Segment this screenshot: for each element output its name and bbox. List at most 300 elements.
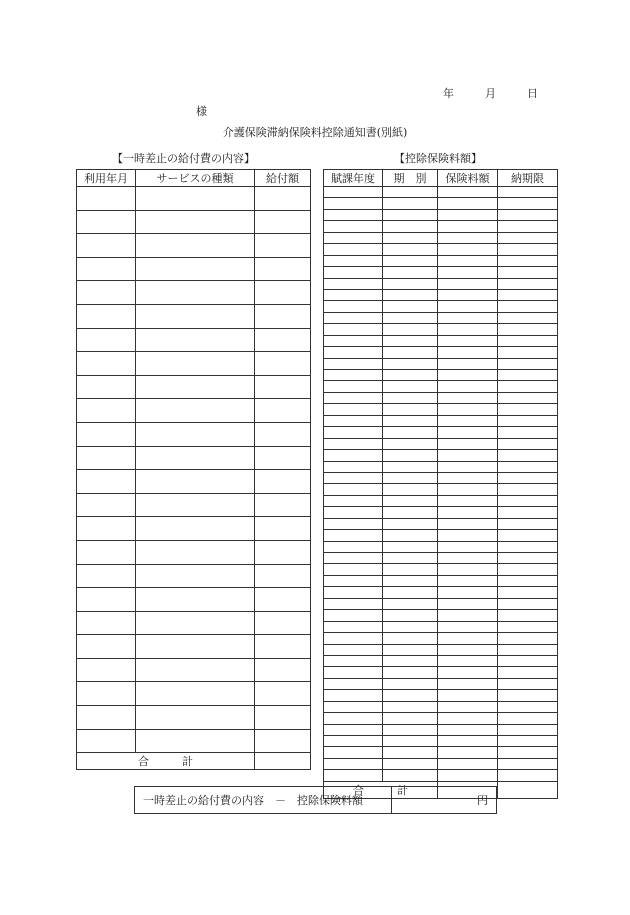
benefit-table-cell[interactable]: [77, 517, 136, 541]
deduction-table-cell[interactable]: [498, 667, 558, 678]
benefit-table-cell[interactable]: [77, 588, 136, 612]
deduction-table-cell[interactable]: [438, 587, 498, 598]
deduction-table-cell[interactable]: [324, 713, 383, 724]
deduction-table-cell[interactable]: [324, 472, 383, 483]
benefit-table-cell[interactable]: [136, 611, 255, 635]
benefit-table-cell[interactable]: [77, 635, 136, 659]
benefit-table-cell[interactable]: [77, 682, 136, 706]
deduction-table-cell[interactable]: [498, 758, 558, 769]
deduction-table-cell[interactable]: [383, 278, 438, 289]
deduction-table-cell[interactable]: [498, 244, 558, 255]
deduction-table-cell[interactable]: [383, 221, 438, 232]
deduction-table-cell[interactable]: [383, 507, 438, 518]
deduction-table-cell[interactable]: [498, 370, 558, 381]
deduction-table-cell[interactable]: [438, 324, 498, 335]
deduction-table-cell[interactable]: [383, 472, 438, 483]
deduction-table-cell[interactable]: [383, 415, 438, 426]
deduction-table-cell[interactable]: [383, 564, 438, 575]
benefit-table-cell[interactable]: [255, 635, 311, 659]
deduction-table-cell[interactable]: [383, 198, 438, 209]
benefit-table-cell[interactable]: [77, 422, 136, 446]
deduction-table-cell[interactable]: [498, 335, 558, 346]
deduction-table-row: [324, 221, 558, 232]
benefit-table-cell[interactable]: [136, 352, 255, 376]
deduction-table-cell[interactable]: [383, 370, 438, 381]
deduction-table-cell[interactable]: [498, 736, 558, 747]
deduction-table-cell[interactable]: [498, 450, 558, 461]
deduction-table-cell[interactable]: [324, 575, 383, 586]
deduction-table-cell[interactable]: [383, 633, 438, 644]
benefit-table-cell[interactable]: [255, 729, 311, 753]
benefit-table-cell[interactable]: [255, 375, 311, 399]
benefit-table-cell[interactable]: [136, 564, 255, 588]
deduction-table-cell[interactable]: [383, 667, 438, 678]
deduction-table-cell[interactable]: [438, 438, 498, 449]
deduction-table-cell[interactable]: [324, 381, 383, 392]
benefit-table-cell[interactable]: [77, 729, 136, 753]
deduction-table-cell[interactable]: [383, 495, 438, 506]
benefit-table-cell[interactable]: [136, 399, 255, 423]
deduction-table-cell[interactable]: [498, 404, 558, 415]
deduction-table-cell[interactable]: [324, 221, 383, 232]
deduction-table-cell[interactable]: [324, 370, 383, 381]
deduction-table-cell[interactable]: [498, 530, 558, 541]
deduction-table-cell[interactable]: [383, 587, 438, 598]
deduction-table-cell[interactable]: [438, 461, 498, 472]
deduction-table-cell[interactable]: [498, 267, 558, 278]
deduction-table-cell[interactable]: [383, 301, 438, 312]
deduction-table-cell[interactable]: [498, 770, 558, 781]
deduction-table-cell[interactable]: [498, 232, 558, 243]
deduction-table-cell[interactable]: [438, 713, 498, 724]
deduction-table-cell[interactable]: [498, 221, 558, 232]
deduction-table-row: [324, 621, 558, 632]
deduction-table-cell[interactable]: [383, 267, 438, 278]
deduction-table-cell[interactable]: [438, 358, 498, 369]
deduction-table-cell[interactable]: [324, 518, 383, 529]
deduction-table-cell[interactable]: [438, 404, 498, 415]
deduction-table-cell[interactable]: [498, 495, 558, 506]
deduction-table-cell[interactable]: [498, 415, 558, 426]
deduction-table-cell[interactable]: [383, 427, 438, 438]
deduction-table-cell[interactable]: [324, 301, 383, 312]
benefit-table-cell[interactable]: [136, 375, 255, 399]
deduction-table-row: [324, 667, 558, 678]
benefit-table-cell[interactable]: [77, 210, 136, 234]
deduction-table-cell[interactable]: [383, 450, 438, 461]
deduction-table-cell[interactable]: [324, 701, 383, 712]
deduction-table-cell[interactable]: [438, 472, 498, 483]
deduction-table-cell[interactable]: [498, 587, 558, 598]
deduction-table-cell[interactable]: [383, 598, 438, 609]
deduction-table-cell[interactable]: [438, 198, 498, 209]
benefit-table-cell[interactable]: [255, 234, 311, 258]
col-header-due-date: 納期限: [498, 170, 558, 187]
benefit-table-cell[interactable]: [136, 187, 255, 211]
deduction-table-cell[interactable]: [324, 198, 383, 209]
deduction-table-cell[interactable]: [383, 484, 438, 495]
deduction-table-cell[interactable]: [383, 187, 438, 198]
benefit-table-cell[interactable]: [136, 706, 255, 730]
deduction-table-cell[interactable]: [324, 553, 383, 564]
deduction-table-cell[interactable]: [383, 347, 438, 358]
deduction-table-cell[interactable]: [324, 655, 383, 666]
benefit-table-cell[interactable]: [136, 446, 255, 470]
deduction-table-cell[interactable]: [498, 392, 558, 403]
deduction-table-cell[interactable]: [324, 415, 383, 426]
deduction-table-cell[interactable]: [324, 484, 383, 495]
benefit-table-cell[interactable]: [136, 234, 255, 258]
deduction-table-cell[interactable]: [498, 187, 558, 198]
benefit-table-row: [77, 588, 311, 612]
deduction-table-cell[interactable]: [438, 244, 498, 255]
deduction-table-cell[interactable]: [324, 232, 383, 243]
summary-amount-cell[interactable]: [392, 787, 496, 813]
benefit-table-cell[interactable]: [255, 399, 311, 423]
deduction-table-cell[interactable]: [438, 553, 498, 564]
deduction-table-cell[interactable]: [438, 667, 498, 678]
deduction-table-cell[interactable]: [383, 358, 438, 369]
deduction-table-cell[interactable]: [498, 381, 558, 392]
deduction-table-cell[interactable]: [438, 747, 498, 758]
deduction-table-cell[interactable]: [498, 301, 558, 312]
deduction-table-cell[interactable]: [438, 267, 498, 278]
benefit-table-cell[interactable]: [255, 658, 311, 682]
deduction-table-cell[interactable]: [324, 621, 383, 632]
deduction-table-cell[interactable]: [438, 381, 498, 392]
deduction-table-cell[interactable]: [383, 530, 438, 541]
deduction-table-cell[interactable]: [438, 495, 498, 506]
deduction-table-cell[interactable]: [498, 598, 558, 609]
benefit-table-cell[interactable]: [77, 234, 136, 258]
deduction-table-cell[interactable]: [383, 724, 438, 735]
deduction-table-cell[interactable]: [438, 678, 498, 689]
deduction-table-cell[interactable]: [324, 209, 383, 220]
deduction-table-cell[interactable]: [438, 758, 498, 769]
deduction-table-cell[interactable]: [498, 633, 558, 644]
deduction-table-cell[interactable]: [383, 736, 438, 747]
deduction-table-cell[interactable]: [383, 644, 438, 655]
deduction-table-cell[interactable]: [438, 724, 498, 735]
benefit-table-cell[interactable]: [255, 470, 311, 494]
deduction-table-cell[interactable]: [438, 541, 498, 552]
deduction-table-row: [324, 438, 558, 449]
deduction-table-cell[interactable]: [438, 518, 498, 529]
deduction-table-cell[interactable]: [324, 564, 383, 575]
deduction-table-cell[interactable]: [498, 358, 558, 369]
deduction-table-cell[interactable]: [383, 575, 438, 586]
deduction-table-cell[interactable]: [498, 690, 558, 701]
deduction-table-cell[interactable]: [438, 312, 498, 323]
deduction-table-cell[interactable]: [324, 736, 383, 747]
deduction-table-cell[interactable]: [324, 758, 383, 769]
benefit-table-cell[interactable]: [77, 352, 136, 376]
deduction-table-cell[interactable]: [383, 392, 438, 403]
deduction-table-cell[interactable]: [498, 198, 558, 209]
benefit-table-cell[interactable]: [77, 187, 136, 211]
deduction-table-cell[interactable]: [324, 507, 383, 518]
benefit-table-row: [77, 446, 311, 470]
deduction-table-cell[interactable]: [498, 518, 558, 529]
deduction-table-cell[interactable]: [383, 255, 438, 266]
deduction-table-cell[interactable]: [498, 472, 558, 483]
deduction-table-cell[interactable]: [498, 644, 558, 655]
benefit-table-cell[interactable]: [77, 470, 136, 494]
deduction-table-cell[interactable]: [383, 404, 438, 415]
deduction-table-cell[interactable]: [498, 724, 558, 735]
deduction-table-cell[interactable]: [498, 621, 558, 632]
deduction-table-cell[interactable]: [324, 267, 383, 278]
benefit-table-cell[interactable]: [255, 564, 311, 588]
benefit-table-cell[interactable]: [77, 446, 136, 470]
deduction-table-cell[interactable]: [324, 392, 383, 403]
deduction-table-cell[interactable]: [498, 255, 558, 266]
deduction-table-cell[interactable]: [324, 347, 383, 358]
benefit-table-cell[interactable]: [136, 493, 255, 517]
benefit-table-cell[interactable]: [136, 635, 255, 659]
deduction-table-cell[interactable]: [324, 633, 383, 644]
deduction-table-cell[interactable]: [383, 244, 438, 255]
benefit-table-cell[interactable]: [255, 187, 311, 211]
deduction-table-cell[interactable]: [383, 381, 438, 392]
benefit-table-cell[interactable]: [136, 517, 255, 541]
deduction-table-cell[interactable]: [324, 644, 383, 655]
deduction-table-cell[interactable]: [498, 427, 558, 438]
deduction-table-cell[interactable]: [498, 575, 558, 586]
benefit-table-cell[interactable]: [136, 257, 255, 281]
deduction-table-cell[interactable]: [498, 747, 558, 758]
deduction-table-cell[interactable]: [383, 690, 438, 701]
deduction-table-row: [324, 324, 558, 335]
deduction-table-cell[interactable]: [383, 770, 438, 781]
benefit-table-cell[interactable]: [255, 517, 311, 541]
deduction-table-cell[interactable]: [498, 461, 558, 472]
deduction-table-cell[interactable]: [438, 301, 498, 312]
deduction-table-cell[interactable]: [498, 484, 558, 495]
benefit-table-cell[interactable]: [77, 304, 136, 328]
deduction-table-cell[interactable]: [438, 347, 498, 358]
benefit-table-cell[interactable]: [136, 422, 255, 446]
benefit-table-cell[interactable]: [136, 540, 255, 564]
deduction-table-cell[interactable]: [383, 232, 438, 243]
benefit-table-cell[interactable]: [255, 588, 311, 612]
deduction-table-cell[interactable]: [324, 312, 383, 323]
deduction-table-cell[interactable]: [438, 209, 498, 220]
deduction-table-cell[interactable]: [498, 278, 558, 289]
benefit-table-cell[interactable]: [136, 210, 255, 234]
deduction-table-cell[interactable]: [383, 678, 438, 689]
deduction-table-cell[interactable]: [438, 221, 498, 232]
deduction-table-cell[interactable]: [438, 427, 498, 438]
deduction-table-cell[interactable]: [324, 724, 383, 735]
deduction-table-cell[interactable]: [324, 450, 383, 461]
deduction-table-cell[interactable]: [383, 713, 438, 724]
benefit-table-row: [77, 470, 311, 494]
deduction-table-cell[interactable]: [438, 484, 498, 495]
deduction-table-cell[interactable]: [324, 678, 383, 689]
deduction-table-cell[interactable]: [324, 324, 383, 335]
deduction-table-cell[interactable]: [438, 187, 498, 198]
benefit-table-cell[interactable]: [136, 281, 255, 305]
deduction-table-cell[interactable]: [498, 701, 558, 712]
deduction-table-cell[interactable]: [383, 461, 438, 472]
deduction-table-cell[interactable]: [498, 289, 558, 300]
benefit-table-cell[interactable]: [255, 422, 311, 446]
benefit-table-cell[interactable]: [255, 493, 311, 517]
deduction-table-row: [324, 507, 558, 518]
deduction-table-cell[interactable]: [324, 244, 383, 255]
deduction-table-cell[interactable]: [383, 438, 438, 449]
deduction-table-cell[interactable]: [324, 495, 383, 506]
deduction-table-cell[interactable]: [498, 438, 558, 449]
benefit-table-cell[interactable]: [77, 257, 136, 281]
deduction-table-cell[interactable]: [498, 655, 558, 666]
document-title: 介護保険滞納保険料控除通知書(別紙): [222, 126, 408, 139]
deduction-table-cell[interactable]: [383, 541, 438, 552]
deduction-table-cell[interactable]: [498, 209, 558, 220]
deduction-table-cell[interactable]: [498, 507, 558, 518]
deduction-table-cell[interactable]: [438, 736, 498, 747]
deduction-table-cell[interactable]: [383, 655, 438, 666]
deduction-table-cell[interactable]: [498, 553, 558, 564]
deduction-table-cell[interactable]: [438, 633, 498, 644]
deduction-table-cell[interactable]: [498, 541, 558, 552]
deduction-table-cell[interactable]: [438, 415, 498, 426]
deduction-table-cell[interactable]: [324, 278, 383, 289]
deduction-table-cell[interactable]: [438, 598, 498, 609]
deduction-table-cell[interactable]: [324, 289, 383, 300]
deduction-table-cell[interactable]: [438, 255, 498, 266]
benefit-table-row: [77, 234, 311, 258]
deduction-table-cell[interactable]: [438, 530, 498, 541]
deduction-table-cell[interactable]: [438, 278, 498, 289]
benefit-table-cell[interactable]: [136, 682, 255, 706]
deduction-table-cell[interactable]: [324, 598, 383, 609]
deduction-table-cell[interactable]: [324, 255, 383, 266]
deduction-table-cell[interactable]: [324, 404, 383, 415]
benefit-table-cell[interactable]: [255, 281, 311, 305]
deduction-table-cell[interactable]: [324, 358, 383, 369]
deduction-table-cell[interactable]: [383, 610, 438, 621]
benefit-table-cell[interactable]: [77, 375, 136, 399]
deduction-table-cell[interactable]: [383, 312, 438, 323]
benefit-table-cell[interactable]: [77, 540, 136, 564]
deduction-table-cell[interactable]: [383, 335, 438, 346]
deduction-table-cell[interactable]: [438, 507, 498, 518]
left-total-amount-cell[interactable]: [255, 753, 311, 770]
deduction-table-cell[interactable]: [324, 770, 383, 781]
benefit-table-cell[interactable]: [255, 540, 311, 564]
deduction-table-cell[interactable]: [324, 438, 383, 449]
deduction-table-row: [324, 633, 558, 644]
benefit-table-cell[interactable]: [77, 493, 136, 517]
deduction-table-cell[interactable]: [438, 690, 498, 701]
deduction-table-cell[interactable]: [498, 324, 558, 335]
benefit-table-cell[interactable]: [77, 658, 136, 682]
deduction-table-cell[interactable]: [498, 713, 558, 724]
deduction-table-cell[interactable]: [383, 758, 438, 769]
deduction-table-cell[interactable]: [438, 232, 498, 243]
benefit-table-cell[interactable]: [255, 611, 311, 635]
benefit-table-cell[interactable]: [136, 328, 255, 352]
deduction-table-cell[interactable]: [324, 541, 383, 552]
benefit-table-cell[interactable]: [136, 470, 255, 494]
deduction-table-cell[interactable]: [383, 518, 438, 529]
deduction-table-cell[interactable]: [324, 530, 383, 541]
deduction-table-cell[interactable]: [324, 667, 383, 678]
deduction-table-cell[interactable]: [498, 347, 558, 358]
benefit-table-cell[interactable]: [255, 352, 311, 376]
deduction-table-cell[interactable]: [383, 701, 438, 712]
deduction-table-cell[interactable]: [498, 564, 558, 575]
deduction-table-cell[interactable]: [438, 644, 498, 655]
deduction-table-cell[interactable]: [324, 461, 383, 472]
deduction-table-cell[interactable]: [324, 747, 383, 758]
deduction-table-cell[interactable]: [324, 427, 383, 438]
benefit-table-cell[interactable]: [77, 399, 136, 423]
benefit-table-cell[interactable]: [255, 304, 311, 328]
deduction-table-cell[interactable]: [324, 690, 383, 701]
deduction-table-row: [324, 495, 558, 506]
benefit-table-cell[interactable]: [255, 210, 311, 234]
benefit-table-row: [77, 304, 311, 328]
benefit-table-cell[interactable]: [136, 304, 255, 328]
benefit-table-cell[interactable]: [77, 564, 136, 588]
deduction-table-cell[interactable]: [383, 553, 438, 564]
benefit-table-cell[interactable]: [136, 588, 255, 612]
deduction-table-row: [324, 736, 558, 747]
deduction-table-cell[interactable]: [438, 450, 498, 461]
deduction-table-cell[interactable]: [438, 610, 498, 621]
col-header-service-type: サービスの種類: [136, 170, 255, 187]
benefit-table-cell[interactable]: [136, 729, 255, 753]
deduction-table-cell[interactable]: [383, 621, 438, 632]
deduction-table-cell[interactable]: [324, 610, 383, 621]
benefit-table-cell[interactable]: [255, 706, 311, 730]
deduction-table-cell[interactable]: [438, 370, 498, 381]
benefit-table-cell[interactable]: [77, 706, 136, 730]
deduction-table-cell[interactable]: [438, 335, 498, 346]
benefit-table-cell[interactable]: [77, 611, 136, 635]
deduction-table-cell[interactable]: [383, 289, 438, 300]
deduction-table-cell[interactable]: [383, 747, 438, 758]
benefit-table-cell[interactable]: [255, 682, 311, 706]
deduction-table-cell[interactable]: [324, 187, 383, 198]
benefit-table-cell[interactable]: [77, 281, 136, 305]
deduction-table-cell[interactable]: [438, 701, 498, 712]
benefit-table-cell[interactable]: [136, 658, 255, 682]
deduction-table-cell[interactable]: [438, 655, 498, 666]
deduction-table-cell[interactable]: [438, 770, 498, 781]
benefit-table-cell[interactable]: [255, 257, 311, 281]
benefit-table-cell[interactable]: [77, 328, 136, 352]
deduction-table-cell[interactable]: [498, 678, 558, 689]
deduction-table-cell[interactable]: [438, 392, 498, 403]
deduction-table-cell[interactable]: [498, 610, 558, 621]
deduction-table-cell[interactable]: [324, 335, 383, 346]
deduction-table-cell[interactable]: [498, 312, 558, 323]
deduction-table-cell[interactable]: [438, 621, 498, 632]
benefit-table-row: [77, 729, 311, 753]
deduction-table-cell[interactable]: [438, 564, 498, 575]
deduction-table-cell[interactable]: [324, 587, 383, 598]
deduction-table-cell[interactable]: [383, 209, 438, 220]
benefit-table-cell[interactable]: [255, 446, 311, 470]
deduction-table-cell[interactable]: [438, 289, 498, 300]
benefit-table-cell[interactable]: [255, 328, 311, 352]
deduction-table-cell[interactable]: [438, 575, 498, 586]
deduction-table-cell[interactable]: [383, 324, 438, 335]
